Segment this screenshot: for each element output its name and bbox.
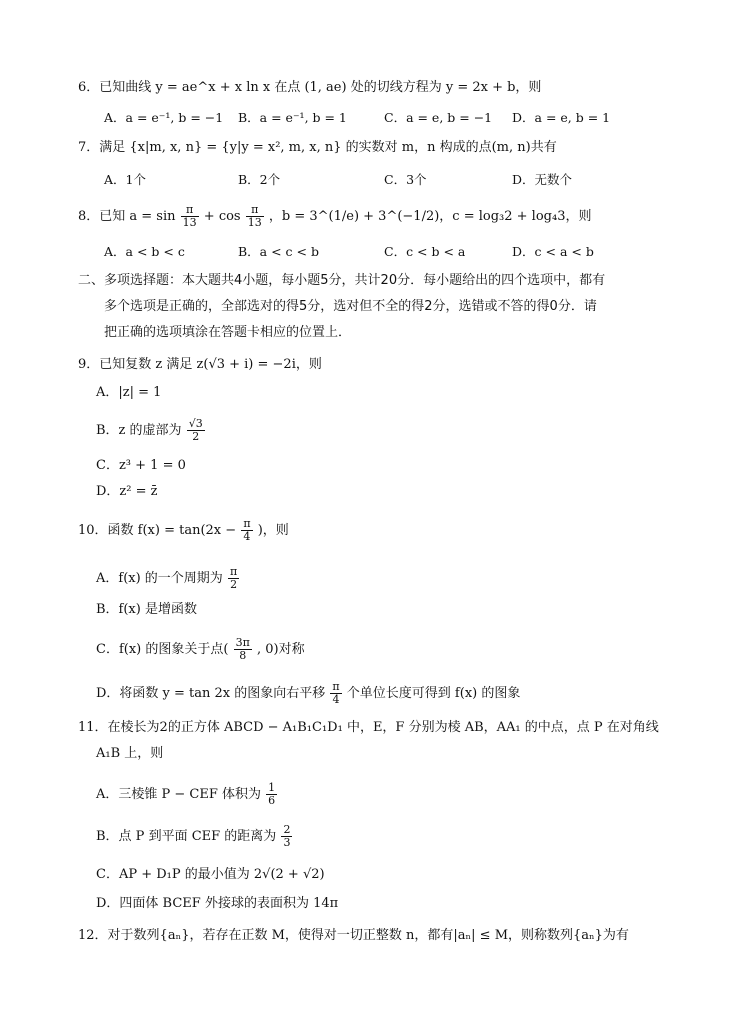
q10-stem-a: 10．函数 f(x) = tan(2x − (78, 523, 237, 538)
q7-option-b: B．2个 (238, 172, 281, 187)
q10-option-d (96, 681, 520, 706)
q8-frac2-den: 13 (247, 216, 262, 229)
q8-stem-b: + cos (203, 209, 241, 224)
q11-stem-line1: 11．在棱长为2的正方体 ABCD − A₁B₁C₁D₁ 中，E，F 分别为棱 AB，AA₁ 的中点，点 P 在对角线 (78, 720, 659, 735)
q11-opta-num: 1 (268, 781, 276, 794)
q11-option-a (96, 782, 278, 807)
q10-option-c (96, 637, 305, 662)
q8-option-d: D．c < a < b (512, 244, 594, 259)
q8-option-c: C．c < b < a (384, 244, 466, 259)
q8-frac1-den: 13 (182, 216, 197, 229)
q6-option-c: C．a = e, b = −1 (384, 110, 493, 125)
q9-option-d: D．z² = z̄ (96, 484, 158, 499)
section2-line2: 多个选项是正确的，全部选对的得5分，选对但不全的得2分，选错或不答的得0分．请 (104, 299, 597, 314)
q9-option-a: A．|z| = 1 (96, 385, 162, 400)
q10-option-b: B．f(x) 是增函数 (96, 602, 197, 617)
section2-line3: 把正确的选项填涂在答题卡相应的位置上． (104, 325, 352, 340)
q10-opta-den: 2 (230, 578, 238, 591)
q8-stem-c: ，b = 3^(1/e) + 3^(−1/2)，c = log₃2 + log₄3，则 (268, 209, 592, 224)
q12-stem-line1: 12．对于数列{aₙ}，若存在正数 M，使得对一切正整数 n，都有|aₙ| ≤ M，则称数列{aₙ}为有 (78, 928, 629, 943)
q10-option-d-fraction (330, 681, 341, 706)
q10-stem (78, 518, 289, 543)
q10-option-c-fraction (234, 637, 252, 662)
q7-option-c: C．3个 (384, 172, 427, 187)
q10-option-a-text: A．f(x) 的一个周期为 (96, 571, 223, 586)
q11-option-b (96, 824, 293, 849)
q11-option-c: C．AP + D₁P 的最小值为 2√(2 + √2) (96, 867, 325, 882)
q10-optc-num: 3π (235, 636, 250, 649)
q8-fraction-2 (246, 204, 264, 229)
q8-stem (78, 204, 591, 229)
q10-option-c-b: , 0)对称 (256, 642, 305, 657)
q11-opta-den: 6 (268, 794, 276, 807)
q10-stem-num: π (243, 517, 251, 530)
q11-option-b-fraction (281, 824, 292, 849)
q10-stem-fraction (241, 518, 252, 543)
q7-stem: 7．满足 {x|m, x, n} = {y|y = x², m, x, n} 的实数对 m，n 构成的点(m, n)共有 (78, 140, 557, 155)
q8-fraction-1 (181, 204, 199, 229)
q10-option-d-a: D．将函数 y = tan 2x 的图象向右平移 (96, 686, 326, 701)
q6-option-a: A．a = e⁻¹, b = −1 (104, 110, 224, 125)
q8-frac2-num: π (246, 204, 264, 217)
q11-option-b-text: B．点 P 到平面 CEF 的距离为 (96, 829, 277, 844)
q6-option-d: D．a = e, b = 1 (512, 110, 611, 125)
q10-option-d-b: 个单位长度可得到 f(x) 的图象 (346, 686, 521, 701)
q10-option-a-fraction (228, 566, 239, 591)
q7-option-a: A．1个 (104, 172, 146, 187)
q11-option-a-fraction (266, 782, 277, 807)
q6-option-b: B．a = e⁻¹, b = 1 (238, 110, 347, 125)
q8-frac1-num: π (181, 204, 199, 217)
q11-option-d: D．四面体 BCEF 外接球的表面积为 14π (96, 896, 339, 911)
q10-option-c-a: C．f(x) 的图象关于点( (96, 642, 229, 657)
q11-stem-line2: A₁B 上，则 (96, 746, 164, 761)
q7-option-d: D．无数个 (512, 172, 573, 187)
q9-option-b-text: B．z 的虚部为 (96, 423, 182, 438)
q8-option-b: B．a < c < b (238, 244, 319, 259)
q10-optd-num: π (332, 680, 340, 693)
q9-optb-num: √3 (188, 417, 203, 430)
section2-line1: 二、多项选择题：本大题共4小题，每小题5分，共计20分．每小题给出的四个选项中，都有 (78, 273, 606, 288)
q9-option-c: C．z³ + 1 = 0 (96, 458, 186, 473)
q8-option-a: A．a < b < c (104, 244, 185, 259)
q8-stem-a: 8．已知 a = sin (78, 209, 176, 224)
q11-optb-num: 2 (283, 823, 291, 836)
q9-option-b (96, 418, 206, 443)
q6-stem: 6．已知曲线 y = ae^x + x ln x 在点 (1, ae) 处的切线方程为 y = 2x + b，则 (78, 80, 542, 95)
q9-stem: 9．已知复数 z 满足 z(√3 + i) = −2i，则 (78, 357, 322, 372)
q10-stem-den: 4 (243, 530, 251, 543)
q10-option-a (96, 566, 240, 591)
q10-opta-num: π (229, 565, 238, 578)
q10-optc-den: 8 (239, 649, 247, 662)
q11-option-a-text: A．三棱锥 P − CEF 体积为 (96, 787, 262, 802)
q11-optb-den: 3 (283, 836, 291, 849)
q10-stem-b: )，则 (257, 523, 289, 538)
q9-optb-den: 2 (192, 430, 200, 443)
q9-option-b-fraction (187, 418, 205, 443)
q10-optd-den: 4 (332, 693, 340, 706)
